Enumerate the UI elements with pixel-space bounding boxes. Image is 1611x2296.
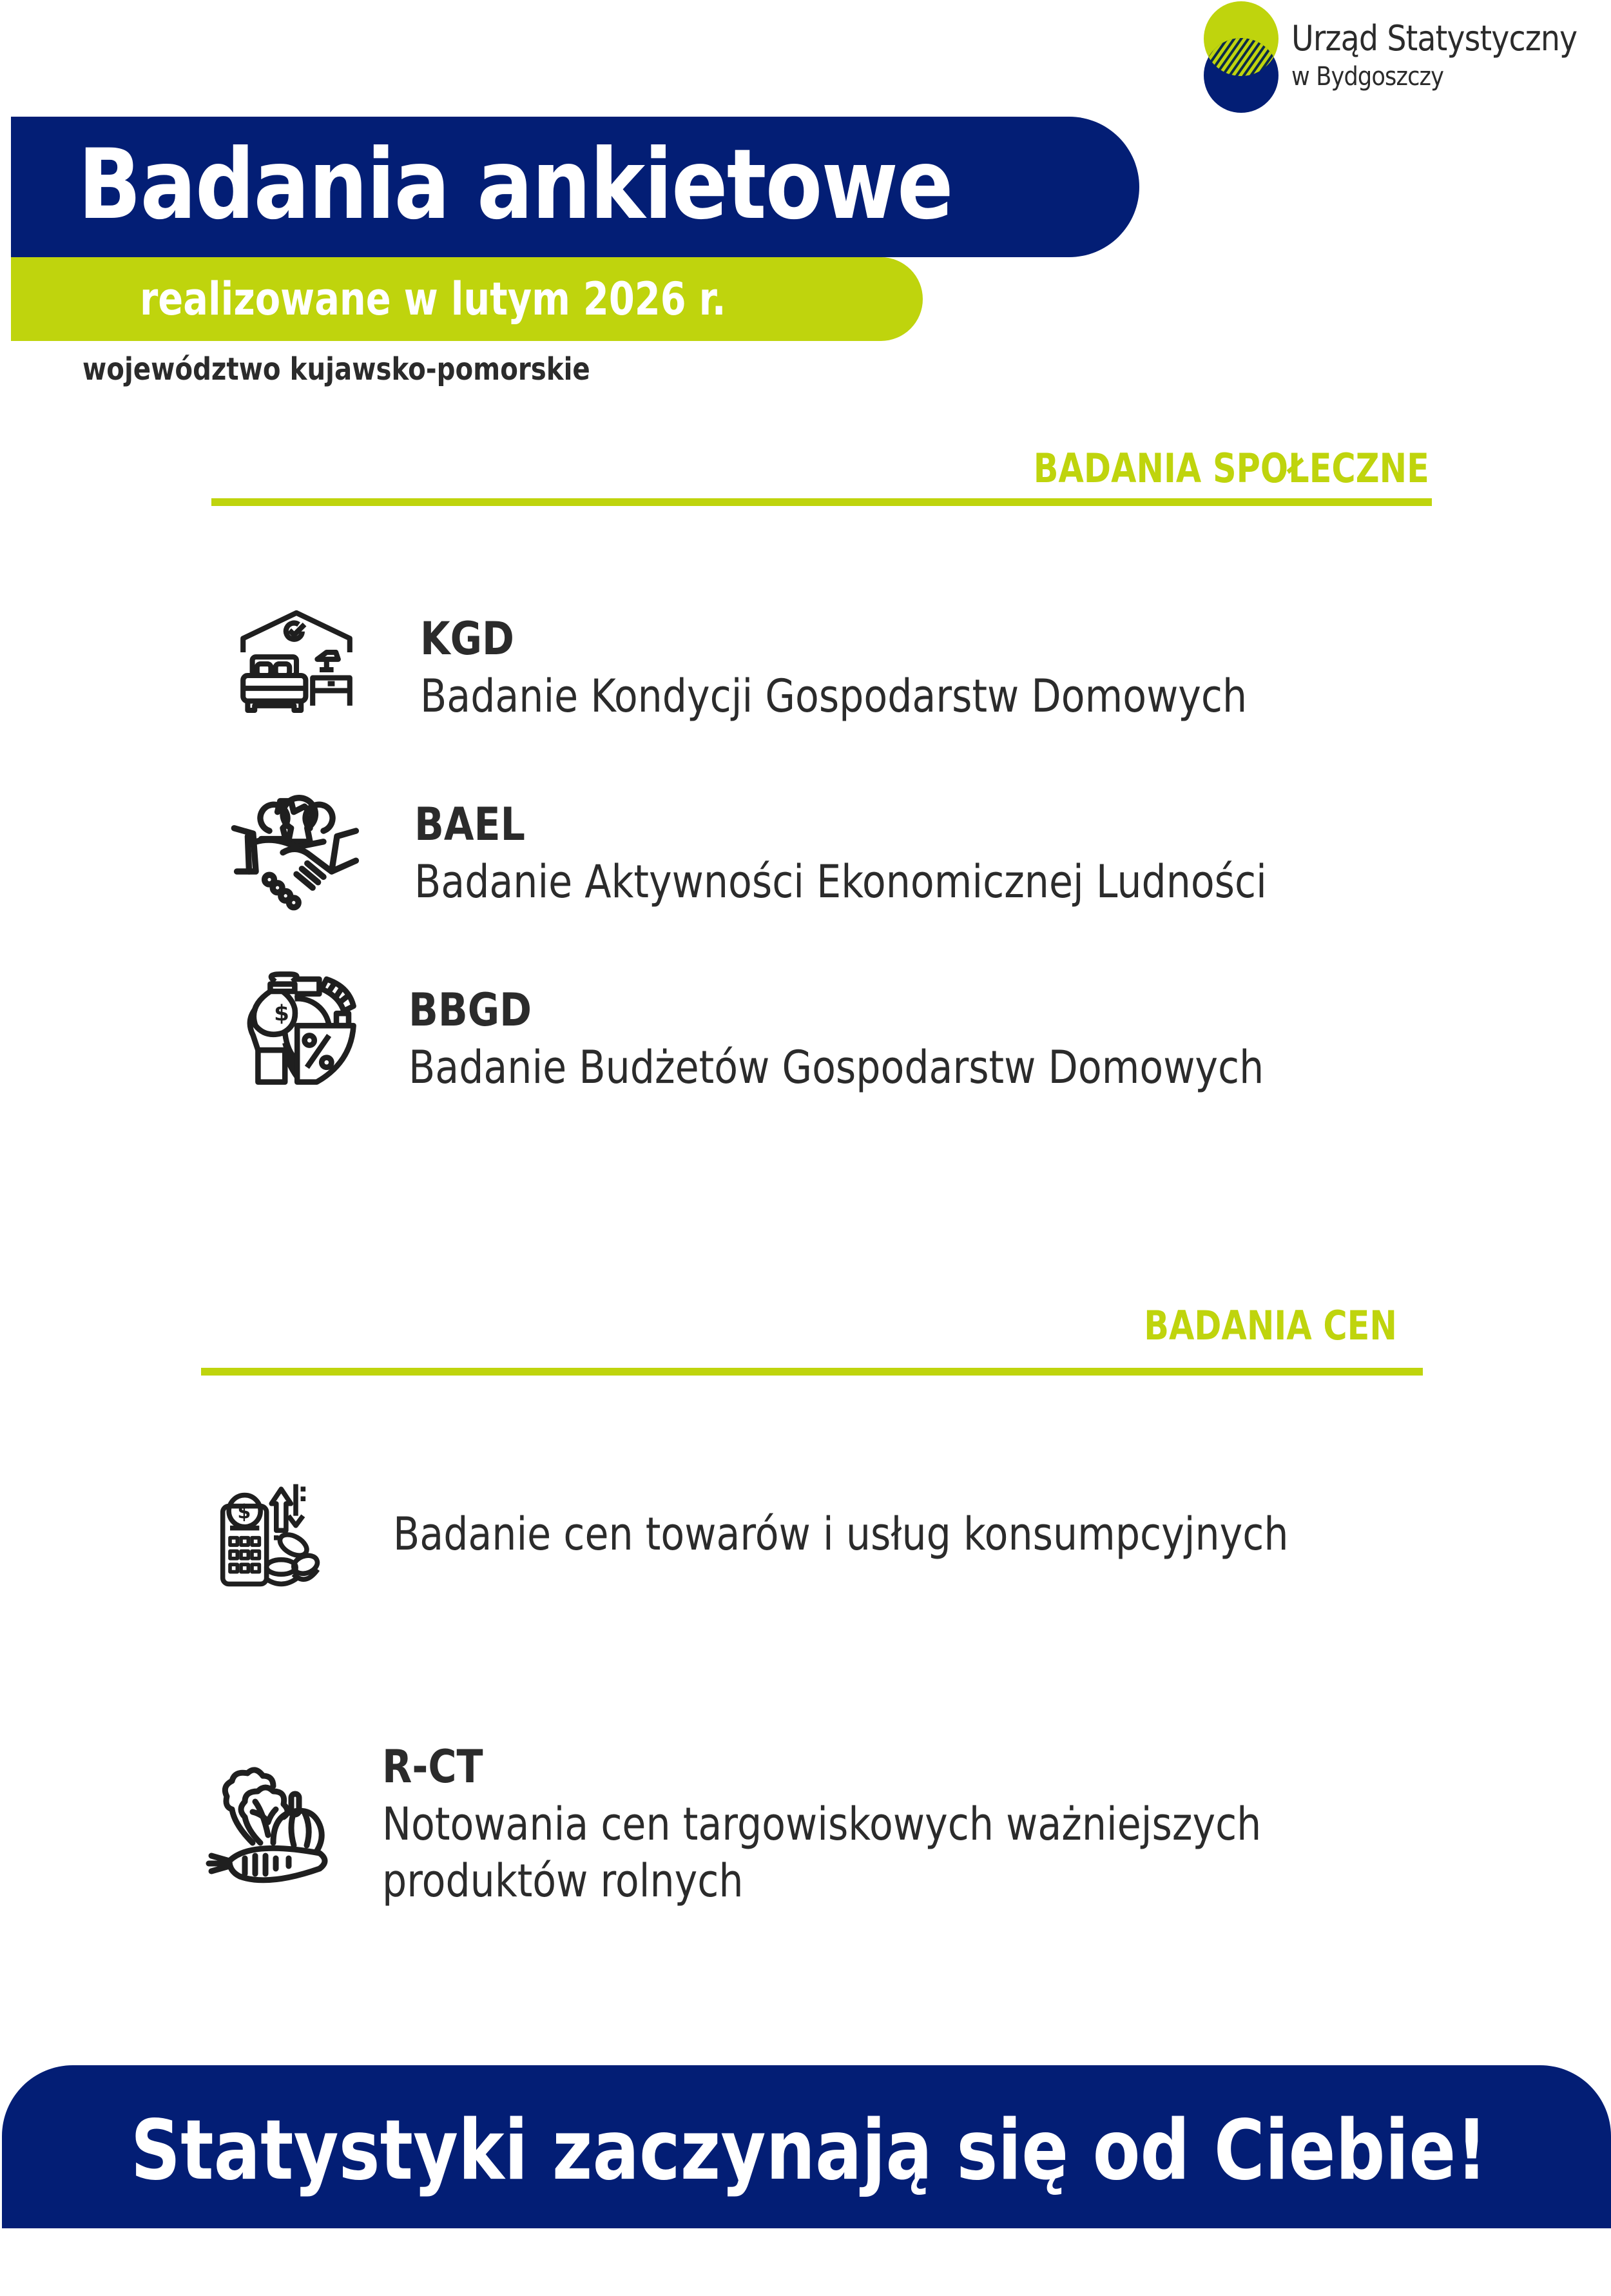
province-label: województwo kujawsko-pomorskie — [82, 351, 590, 387]
money-bag-budget-chart-icon — [235, 967, 364, 1089]
logo — [1196, 0, 1608, 116]
survey-code-kgd: KGD — [420, 612, 515, 665]
survey-code-bael: BAEL — [414, 798, 525, 851]
logo-line1: Urząd Statystyczny — [1291, 18, 1577, 59]
title-banner — [11, 117, 1139, 257]
survey-name-bael: Badanie Aktywności Ekonomicznej Ludności — [414, 855, 1267, 908]
logo-circles-icon — [1196, 0, 1286, 116]
survey-name-consumer-prices: Badanie cen towarów i usług konsumpcyjnych — [393, 1508, 1289, 1561]
subtitle-banner — [11, 257, 923, 341]
handshake-team-gear-icon — [229, 773, 364, 915]
svg-text:$: $ — [237, 1501, 251, 1524]
survey-code-bbgd: BBGD — [409, 984, 532, 1036]
vegetables-icon — [201, 1763, 330, 1892]
page-subtitle: realizowane w lutym 2026 r. — [140, 273, 726, 326]
page-title: Badania ankietowe — [78, 129, 952, 241]
survey-name-rct-line1: Notowania cen targowiskowych ważniejszych — [382, 1798, 1262, 1851]
survey-name-rct-line2: produktów rolnych — [382, 1854, 744, 1907]
footer-slogan: Statystyki zaczynają się od Ciebie! — [130, 2103, 1488, 2199]
section-divider — [201, 1368, 1423, 1376]
survey-code-rct: R-CT — [382, 1740, 483, 1793]
svg-text:$: $ — [274, 1000, 289, 1027]
calculator-coins-arrows-icon — [213, 1479, 335, 1589]
section-heading-prices: BADANIA CEN — [1144, 1302, 1397, 1349]
logo-line2: w Bydgoszczy — [1291, 62, 1444, 92]
section-heading-social: BADANIA SPOŁECZNE — [1033, 445, 1429, 492]
section-divider — [211, 498, 1432, 506]
survey-name-kgd: Badanie Kondycji Gospodarstw Domowych — [420, 670, 1248, 723]
footer-banner — [2, 2065, 1611, 2228]
survey-name-bbgd: Badanie Budżetów Gospodarstw Domowych — [409, 1041, 1264, 1094]
house-bedroom-icon — [235, 606, 358, 722]
